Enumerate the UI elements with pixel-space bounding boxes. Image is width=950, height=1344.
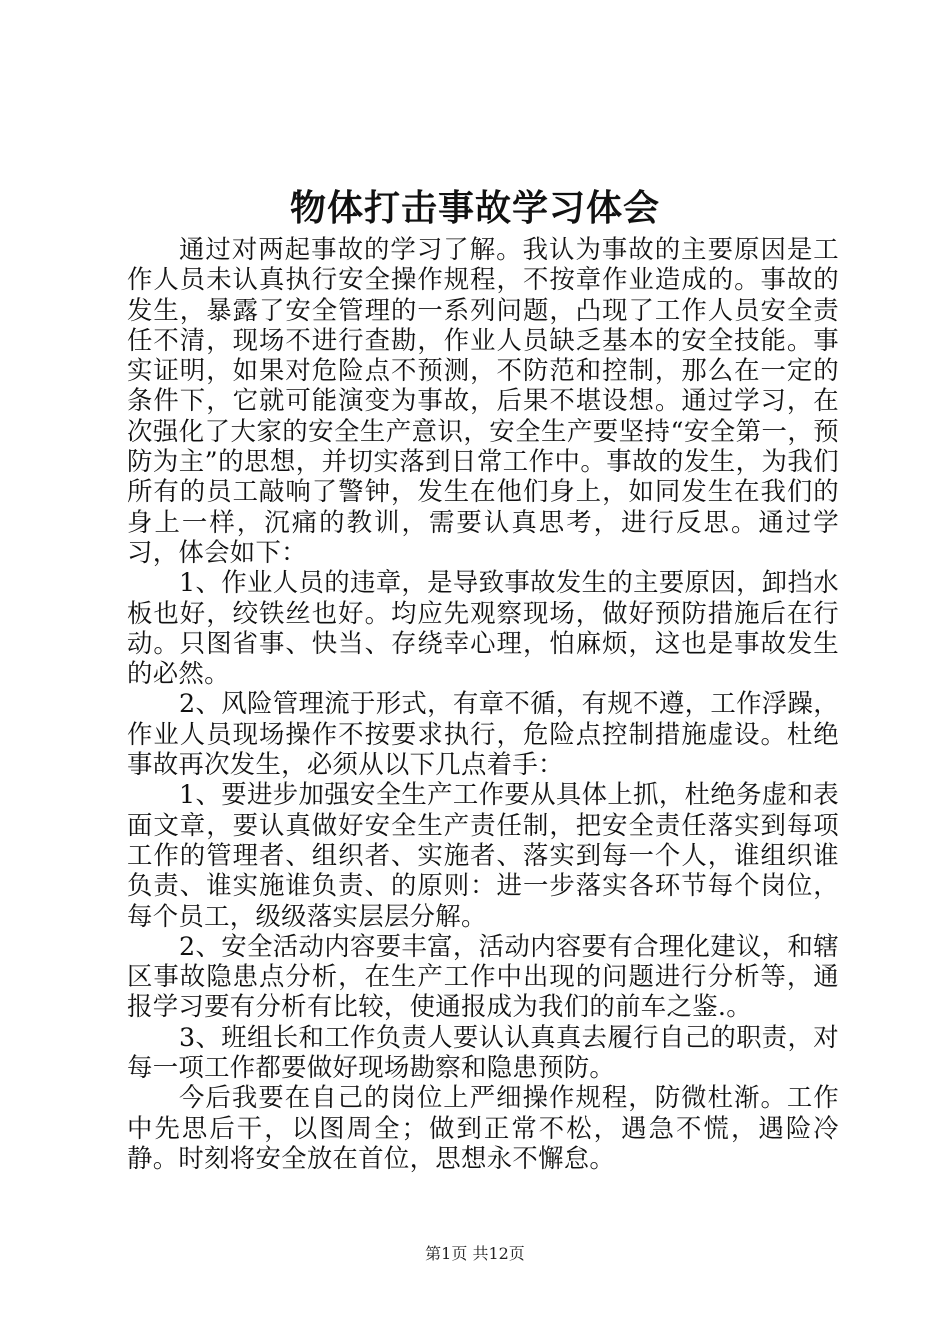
paragraph-point-1: 1、作业人员的违章，是导致事故发生的主要原因，卸挡水板也好，绞铁丝也好。均应先观察现场，做好预防措施后在行动。只图省事、快当、存绕幸心理，怕麻烦，这也是事故发生的必然。 xyxy=(127,567,839,689)
paragraph-measure-1: 1、要进步加强安全生产工作要从具体上抓，杜绝务虚和表面文章，要认真做好安全生产责任制，把安全责任落实到每项工作的管理者、组织者、实施者、落实到每一个人，谁组织谁负责、谁实施谁负责、的原则：进一步落实各环节每个岗位，每个员工，级级落实层层分解。 xyxy=(127,779,839,931)
paragraph-conclusion: 今后我要在自己的岗位上严细操作规程，防微杜渐。工作中先思后干，以图周全；做到正常不松，遇急不慌，遇险冷静。时刻将安全放在首位，思想永不懈怠。 xyxy=(127,1082,839,1173)
paragraph-intro: 通过对两起事故的学习了解。我认为事故的主要原因是工作人员未认真执行安全操作规程，不按章作业造成的。事故的发生，暴露了安全管理的一系列问题，凸现了工作人员安全责任不清，现场不进行查勘，作业人员缺乏基本的安全技能。事实证明，如果对危险点不预测，不防范和控制，那么在一定的条件下，它就可能演变为事故，后果不堪设想。通过学习，在次强化了大家的安全生产意识，安全生产要坚持“安全第一，预防为主”的思想，并切实落到日常工作中。事故的发生，为我们所有的员工敲响了警钟，发生在他们身上，如同发生在我们的身上一样，沉痛的教训，需要认真思考，进行反思。通过学习，体会如下： xyxy=(127,234,839,567)
document-title: 物体打击事故学习体会 xyxy=(289,187,660,229)
page-number: 第1页 共12页 xyxy=(425,1244,525,1263)
paragraph-measure-3: 3、班组长和工作负责人要认认真真去履行自己的职责，对每一项工作都要做好现场勘察和隐患预防。 xyxy=(127,1021,839,1083)
document-body xyxy=(127,234,839,1173)
paragraph-measure-2: 2、安全活动内容要丰富，活动内容要有合理化建议，和辖区事故隐患点分析，在生产工作中出现的问题进行分析等，通报学习要有分析有比较，使通报成为我们的前车之鉴.。 xyxy=(127,930,839,1022)
paragraph-point-2: 2、风险管理流于形式，有章不循，有规不遵，工作浮躁，作业人员现场操作不按要求执行，危险点控制措施虚设。杜绝事故再次发生，必须从以下几点着手： xyxy=(127,688,839,780)
